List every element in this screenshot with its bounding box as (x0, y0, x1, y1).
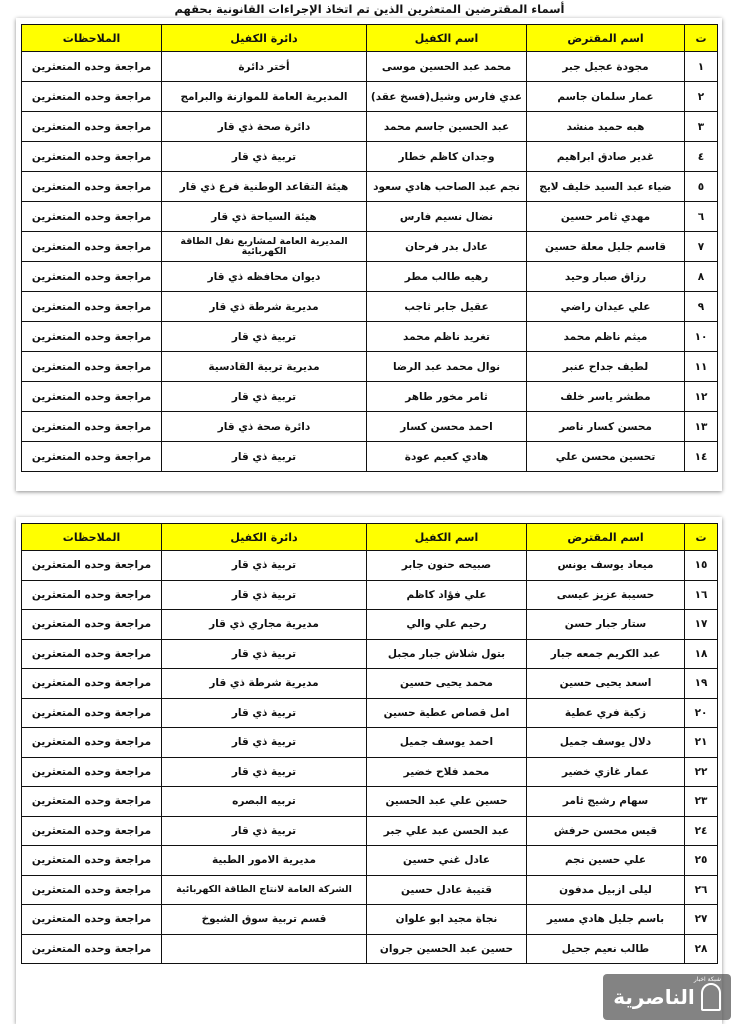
cell-borrower: عمار سلمان جاسم (527, 82, 685, 112)
cell-notes: مراجعة وحده المتعثرين (22, 442, 162, 472)
cell-dept: أختر دائرة (162, 52, 367, 82)
watermark-text: الناصرية (613, 985, 695, 1009)
mosque-dome-icon (701, 983, 721, 1011)
cell-num: ١٩ (685, 669, 718, 699)
cell-notes: مراجعة وحده المتعثرين (22, 669, 162, 699)
cell-borrower: مهدي ثامر حسين (527, 202, 685, 232)
cell-notes: مراجعة وحده المتعثرين (22, 816, 162, 846)
cell-notes: مراجعة وحده المتعثرين (22, 412, 162, 442)
cell-num: ٢٥ (685, 846, 718, 876)
cell-guarantor: عقيل جابر ثاجب (367, 292, 527, 322)
cell-guarantor: ثامر مخور طاهر (367, 382, 527, 412)
cell-guarantor: نضال نسيم فارس (367, 202, 527, 232)
cell-dept: دائرة صحة ذي قار (162, 112, 367, 142)
cell-borrower: علي حسين نجم (527, 846, 685, 876)
cell-notes: مراجعة وحده المتعثرين (22, 934, 162, 964)
cell-num: ١٨ (685, 639, 718, 669)
table-body-2 (22, 551, 718, 964)
cell-dept: تربية ذي قار (162, 551, 367, 581)
cell-notes: مراجعة وحده المتعثرين (22, 846, 162, 876)
cell-borrower: زكية فري عطية (527, 698, 685, 728)
cell-dept: دائرة صحة ذي قار (162, 412, 367, 442)
cell-num: ١٧ (685, 610, 718, 640)
cell-dept: تربية ذي قار (162, 816, 367, 846)
table-row (22, 442, 718, 472)
cell-borrower: ليلى ازبيل مدفون (527, 875, 685, 905)
cell-guarantor: نجم عبد الصاحب هادي سعود (367, 172, 527, 202)
cell-dept: قسم تربية سوق الشيوخ (162, 905, 367, 935)
table-row (22, 412, 718, 442)
cell-dept: هيئة السياحة ذي قار (162, 202, 367, 232)
cell-guarantor: احمد يوسف جميل (367, 728, 527, 758)
table-row (22, 82, 718, 112)
cell-borrower: علي عيدان راضي (527, 292, 685, 322)
cell-borrower: قيس محسن حرفش (527, 816, 685, 846)
cell-borrower: غدير صادق ابراهيم (527, 142, 685, 172)
cell-borrower: مجودة عجيل جبر (527, 52, 685, 82)
cell-dept: تربية ذي قار (162, 442, 367, 472)
cell-borrower: سهام رشيج ثامر (527, 787, 685, 817)
cell-guarantor: رهيه طالب مطر (367, 262, 527, 292)
watermark-small-text: شبكة اخبار (693, 976, 721, 983)
cell-notes: مراجعة وحده المتعثرين (22, 905, 162, 935)
cell-dept: المديرية العامة لمشاريع نقل الطاقة الكهربائية (162, 232, 367, 262)
cell-notes: مراجعة وحده المتعثرين (22, 112, 162, 142)
cell-guarantor: عادل غني حسين (367, 846, 527, 876)
table-row (22, 142, 718, 172)
cell-dept: هيئة التقاعد الوطنية فرع ذي قار (162, 172, 367, 202)
cell-borrower: محسن كسار ناصر (527, 412, 685, 442)
table-row (22, 322, 718, 352)
cell-notes: مراجعة وحده المتعثرين (22, 728, 162, 758)
cell-num: ٩ (685, 292, 718, 322)
cell-num: ١٦ (685, 580, 718, 610)
cell-guarantor: علي فؤاد كاظم (367, 580, 527, 610)
cell-borrower: عبد الكريم جمعه جبار (527, 639, 685, 669)
cell-notes: مراجعة وحده المتعثرين (22, 610, 162, 640)
cell-num: ٢٧ (685, 905, 718, 935)
cell-guarantor: امل قصاص عطية حسين (367, 698, 527, 728)
cell-num: ١٤ (685, 442, 718, 472)
table-row (22, 112, 718, 142)
cell-num: ٢٠ (685, 698, 718, 728)
cell-notes: مراجعة وحده المتعثرين (22, 262, 162, 292)
cell-guarantor: تغريد ناظم محمد (367, 322, 527, 352)
cell-borrower: دلال يوسف جميل (527, 728, 685, 758)
cell-notes: مراجعة وحده المتعثرين (22, 292, 162, 322)
header-num: ت (685, 524, 718, 551)
table-row (22, 172, 718, 202)
table-row (22, 846, 718, 876)
table-row (22, 669, 718, 699)
table-row (22, 382, 718, 412)
cell-dept: تربية ذي قار (162, 757, 367, 787)
cell-notes: مراجعة وحده المتعثرين (22, 352, 162, 382)
cell-num: ٢٨ (685, 934, 718, 964)
cell-num: ١١ (685, 352, 718, 382)
table-row (22, 232, 718, 262)
cell-dept: تربية ذي قار (162, 698, 367, 728)
cell-dept: ديوان محافظه ذي قار (162, 262, 367, 292)
cell-borrower: ميثم ناظم محمد (527, 322, 685, 352)
cell-notes: مراجعة وحده المتعثرين (22, 875, 162, 905)
table-row (22, 202, 718, 232)
table-body-1 (22, 52, 718, 472)
cell-notes: مراجعة وحده المتعثرين (22, 639, 162, 669)
cell-borrower: حسيبة عزيز عيسى (527, 580, 685, 610)
cell-dept: الشركة العامة لانتاج الطاقة الكهربائية (162, 875, 367, 905)
table-row (22, 610, 718, 640)
borrowers-table-2 (21, 523, 718, 964)
cell-guarantor: رحيم علي والي (367, 610, 527, 640)
cell-notes: مراجعة وحده المتعثرين (22, 551, 162, 581)
cell-num: ٢٤ (685, 816, 718, 846)
header-guarantor: اسم الكفيل (367, 25, 527, 52)
table-card-2 (16, 517, 722, 1024)
cell-guarantor: بتول شلاش جبار مجبل (367, 639, 527, 669)
cell-guarantor: محمد يحيى حسين (367, 669, 527, 699)
table-header-row (22, 524, 718, 551)
cell-num: ٢ (685, 82, 718, 112)
cell-dept: المديرية العامة للموازنة والبرامج (162, 82, 367, 112)
cell-dept: تربية ذي قار (162, 639, 367, 669)
cell-num: ١٠ (685, 322, 718, 352)
cell-dept: مديرية الامور الطبية (162, 846, 367, 876)
cell-borrower: عمار غازي خضير (527, 757, 685, 787)
cell-num: ٧ (685, 232, 718, 262)
cell-dept: مديرية شرطة ذي قار (162, 292, 367, 322)
cell-num: ٢١ (685, 728, 718, 758)
cell-num: ٤ (685, 142, 718, 172)
table-row (22, 905, 718, 935)
cell-borrower: هبه حميد منشد (527, 112, 685, 142)
table-card-1 (16, 18, 722, 491)
cell-dept: مديرية تربية القادسية (162, 352, 367, 382)
cell-num: ٨ (685, 262, 718, 292)
cell-guarantor: نجاة مجيد ابو علوان (367, 905, 527, 935)
cell-guarantor: هادي كعيم عودة (367, 442, 527, 472)
table-row (22, 757, 718, 787)
table-row (22, 352, 718, 382)
table-row (22, 292, 718, 322)
cell-notes: مراجعة وحده المتعثرين (22, 757, 162, 787)
table-row (22, 875, 718, 905)
table-row (22, 934, 718, 964)
cell-borrower: باسم جليل هادي مسير (527, 905, 685, 935)
cell-dept: تربية ذي قار (162, 728, 367, 758)
cell-guarantor: حسين عبد الحسين جروان (367, 934, 527, 964)
header-borrower: اسم المقترض (527, 25, 685, 52)
table-row (22, 551, 718, 581)
cell-dept: تربيه البصره (162, 787, 367, 817)
cell-dept: مديرية مجاري ذي قار (162, 610, 367, 640)
cell-borrower: طالب نعيم جحيل (527, 934, 685, 964)
cell-num: ٢٦ (685, 875, 718, 905)
cell-dept: تربية ذي قار (162, 382, 367, 412)
cell-num: ١ (685, 52, 718, 82)
cell-num: ١٢ (685, 382, 718, 412)
cell-num: ٦ (685, 202, 718, 232)
cell-borrower: تحسين محسن علي (527, 442, 685, 472)
cell-notes: مراجعة وحده المتعثرين (22, 142, 162, 172)
table-row (22, 698, 718, 728)
header-dept: دائرة الكفيل (162, 25, 367, 52)
cell-guarantor: صبيحه حنون جابر (367, 551, 527, 581)
table-row (22, 52, 718, 82)
cell-dept: مديرية شرطة ذي قار (162, 669, 367, 699)
header-guarantor: اسم الكفيل (367, 524, 527, 551)
cell-borrower: ميعاد يوسف يونس (527, 551, 685, 581)
cell-guarantor: عبد الحسن عبد علي جبر (367, 816, 527, 846)
cell-guarantor: محمد فلاح خضير (367, 757, 527, 787)
cell-dept: تربية ذي قار (162, 142, 367, 172)
cell-notes: مراجعة وحده المتعثرين (22, 698, 162, 728)
cell-guarantor: محمد عبد الحسين موسى (367, 52, 527, 82)
table-row (22, 816, 718, 846)
cell-num: ٣ (685, 112, 718, 142)
cell-notes: مراجعة وحده المتعثرين (22, 382, 162, 412)
header-num: ت (685, 25, 718, 52)
cell-num: ١٣ (685, 412, 718, 442)
cell-borrower: اسعد يحيى حسين (527, 669, 685, 699)
borrowers-table-1 (21, 24, 718, 472)
cell-notes: مراجعة وحده المتعثرين (22, 52, 162, 82)
cell-num: ٢٢ (685, 757, 718, 787)
cell-num: ١٥ (685, 551, 718, 581)
cell-borrower: رزاق صبار وحيد (527, 262, 685, 292)
cell-notes: مراجعة وحده المتعثرين (22, 82, 162, 112)
table-header-row (22, 25, 718, 52)
cell-guarantor: قتيبة عادل حسين (367, 875, 527, 905)
cell-borrower: لطيف جداح عنبر (527, 352, 685, 382)
table-row (22, 639, 718, 669)
cell-guarantor: عادل بدر فرحان (367, 232, 527, 262)
cell-guarantor: احمد محسن كسار (367, 412, 527, 442)
cell-guarantor: وجدان كاظم خطار (367, 142, 527, 172)
cell-guarantor: عدي فارس وشيل(فسخ عقد) (367, 82, 527, 112)
table-row (22, 580, 718, 610)
cell-guarantor: نوال محمد عبد الرضا (367, 352, 527, 382)
header-dept: دائرة الكفيل (162, 524, 367, 551)
header-borrower: اسم المقترض (527, 524, 685, 551)
table-row (22, 787, 718, 817)
cell-num: ٥ (685, 172, 718, 202)
table-row (22, 262, 718, 292)
cell-guarantor: عبد الحسين جاسم محمد (367, 112, 527, 142)
cell-notes: مراجعة وحده المتعثرين (22, 787, 162, 817)
cell-notes: مراجعة وحده المتعثرين (22, 322, 162, 352)
cell-dept: تربية ذي قار (162, 580, 367, 610)
cell-dept (162, 934, 367, 964)
cell-num: ٢٣ (685, 787, 718, 817)
cell-dept: تربية ذي قار (162, 322, 367, 352)
header-notes: الملاحظات (22, 25, 162, 52)
site-watermark (603, 974, 731, 1020)
table-row (22, 728, 718, 758)
cell-guarantor: حسين علي عبد الحسين (367, 787, 527, 817)
cell-notes: مراجعة وحده المتعثرين (22, 202, 162, 232)
cell-borrower: قاسم جليل معلة حسين (527, 232, 685, 262)
header-notes: الملاحظات (22, 524, 162, 551)
cell-notes: مراجعة وحده المتعثرين (22, 172, 162, 202)
cell-notes: مراجعة وحده المتعثرين (22, 580, 162, 610)
cell-borrower: ستار جبار حسن (527, 610, 685, 640)
cell-borrower: ضياء عبد السيد خليف لايج (527, 172, 685, 202)
page-title: أسماء المقترضين المتعثرين الذين تم اتخاذ الإجراءات القانونية بحقهم (174, 2, 565, 16)
cell-notes: مراجعة وحده المتعثرين (22, 232, 162, 262)
cell-borrower: مطشر ياسر خلف (527, 382, 685, 412)
